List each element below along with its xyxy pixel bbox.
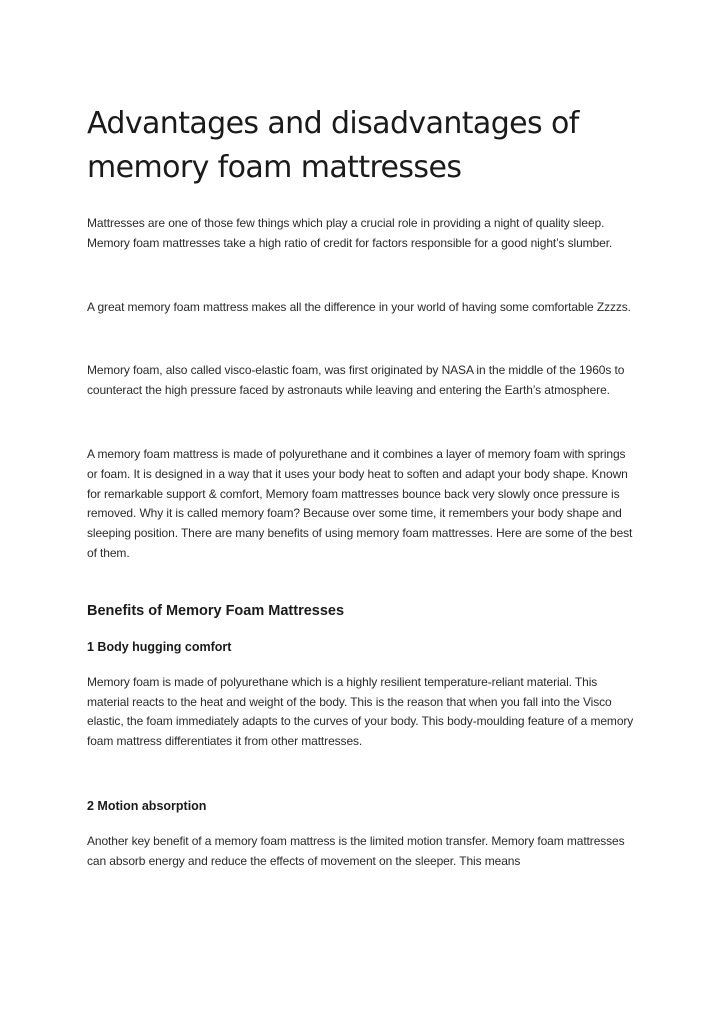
paragraph-comfort: A great memory foam mattress makes all the difference in your world of having some comfortable Zzzzs. (87, 299, 631, 314)
paragraph-history: Memory foam, also called visco-elastic foam, was first originated by NASA in the middle of the 1960s to counteract the high pressure faced by astronauts while leaving and entering the Earth’s atmosphere. (87, 363, 625, 398)
intro-paragraph: Mattresses are one of those few things which play a crucial role in providing a night of quality sleep. Memory foam mattresses take a high ratio of credit for factors responsible for a good night’s slumber. (87, 216, 613, 250)
benefit-text-motion-absorption: Another key benefit of a memory foam mattress is the limited motion transfer. Memory foam mattresses can absorb energy and reduce the effects of movement on the sleeper. This means (87, 833, 625, 868)
paragraph-description: A memory foam mattress is made of polyurethane and it combines a layer of memory foam with springs or foam. It is designed in a way that it uses your body heat to soften and adapt your body shape. Known for remarkable support & comfort, Memory foam mattresses bounce back very slowly once pressure is removed. Why it is called memory foam? Because over some time, it remembers your body shape and sleeping position. There are many benefits of using memory foam mattresses. Here are some of the best of them. (87, 446, 633, 560)
page-title: Advantages and disadvantages of memory foam mattresses (87, 106, 579, 185)
section-heading-benefits: Benefits of Memory Foam Mattresses (87, 602, 345, 619)
benefit-text-body-hugging: Memory foam is made of polyurethane which is a highly resilient temperature-reliant material. This material reacts to the heat and weight of the body. This is the reason that when you fall into the Visco elastic, the foam immediately adapts to the curves of your body. This body-moulding feature of a memory foam mattress differentiates it from other mattresses. (87, 674, 634, 749)
benefit-heading-motion-absorption: 2 Motion absorption (87, 798, 207, 813)
benefit-heading-body-hugging: 1 Body hugging comfort (87, 639, 232, 654)
document-body (87, 102, 635, 872)
